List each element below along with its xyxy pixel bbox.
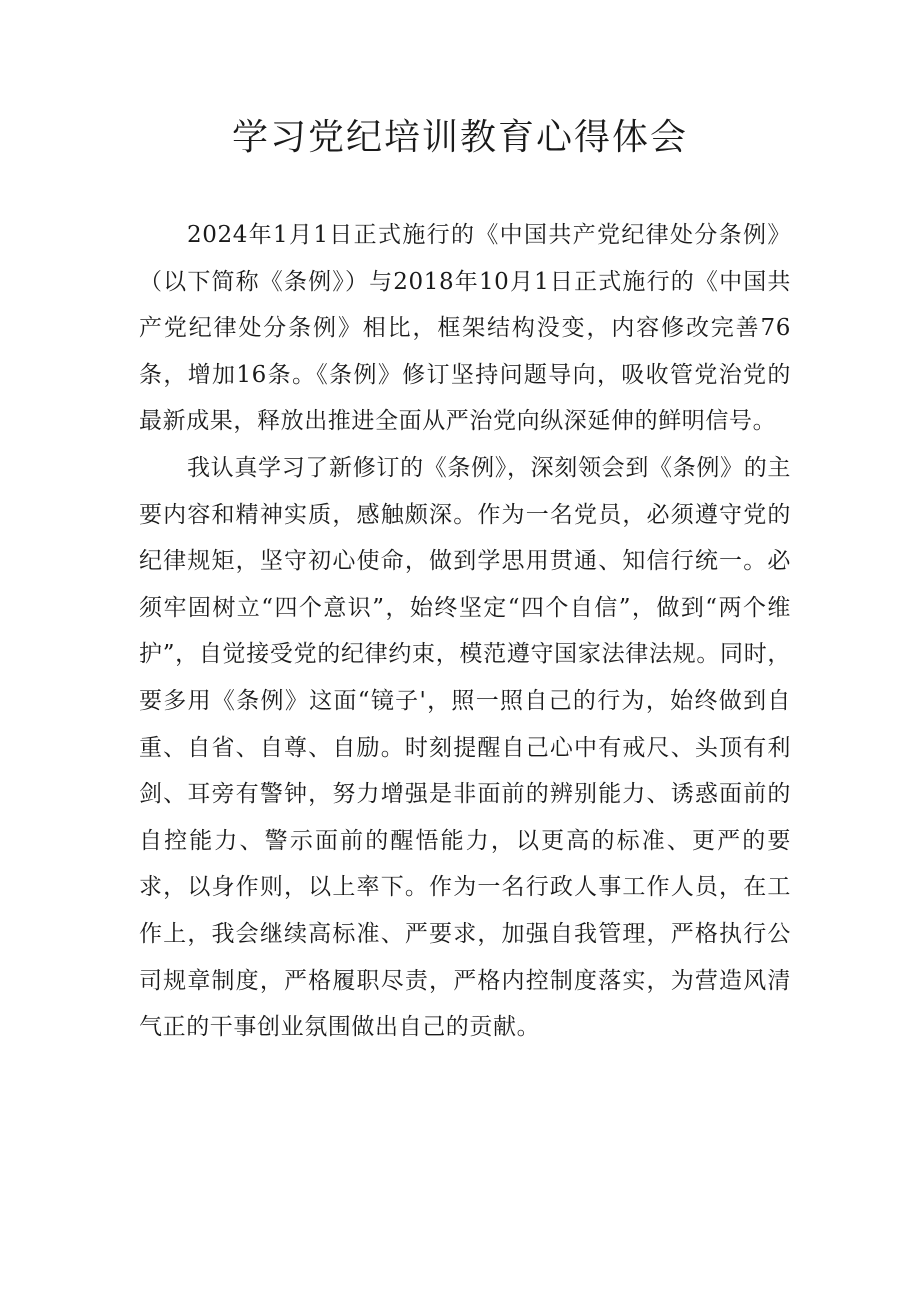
paragraph-1: 2024年1月1日正式施行的《中国共产党纪律处分条例》（以下简称《条例》）与2018年10月1日正式施行的《中国共产党纪律处分条例》相比，框架结构没变，内容修改完善76条，增加16条。《条例》修订坚持问题导向，吸收管党治党的最新成果，释放出推进全面从严治党向纵深延伸的鲜明信号。	[139, 222, 791, 435]
document-body	[139, 212, 791, 1051]
document-title: 学习党纪培训教育心得体会	[231, 117, 688, 158]
paragraph-2: 我认真学习了新修订的《条例》，深刻领会到《条例》的主要内容和精神实质，感触颇深。作为一名党员，必须遵守党的纪律规矩，坚守初心使命，做到学思用贯通、知信行统一。必须牢固树立“四个意识”，始终坚定“四个自信”，做到“两个维护”，自觉接受党的纪律约束，模范遵守国家法律法规。同时，要多用《条例》这面“镜子'，照一照自己的行为，始终做到自重、自省、自尊、自励。时刻提醒自己心中有戒尺、头顶有利剑、耳旁有警钟，努力增强是非面前的辨别能力、诱惑面前的自控能力、警示面前的醒悟能力，以更高的标准、更严的要求，以身作则，以上率下。作为一名行政人事工作人员，在工作上，我会继续高标准、严要求，加强自我管理，严格执行公司规章制度，严格履职尽责，严格内控制度落实，为营造风清气正的干事创业氛围做出自己的贡献。	[139, 454, 791, 1041]
